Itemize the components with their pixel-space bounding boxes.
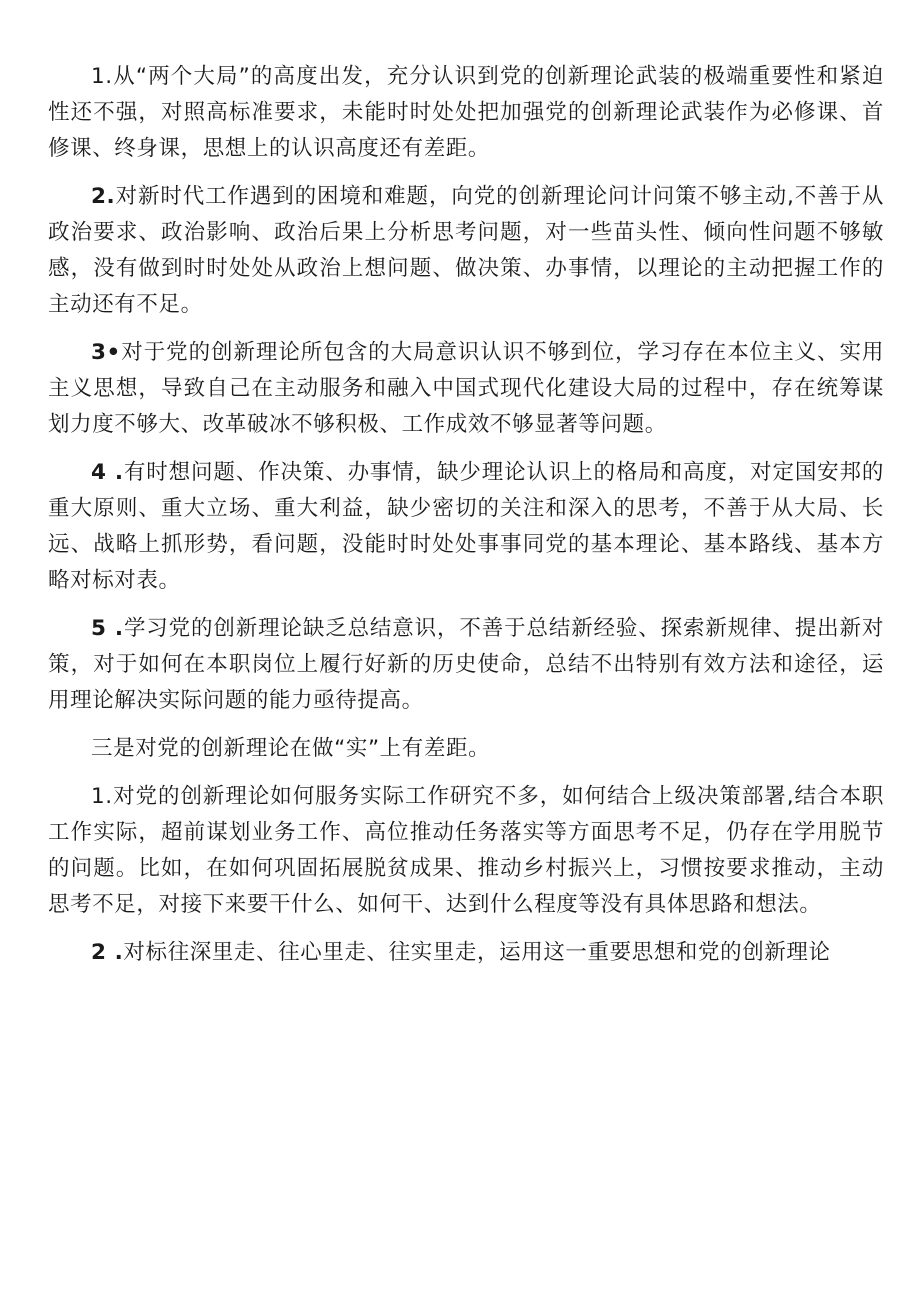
paragraph-text: 对党的创新理论如何服务实际工作研究不多，如何结合上级决策部署,结合本职工作实际，超前谋划业务工作、高位推动任务落实等方面思考不足，仍存在学用脱节的问题。比如，在如何巩固拓展脱贫成果、推动乡村振兴上，习惯按要求推动，主动思考不足，对接下来要干什么、如何干、达到什么程度等没有具体思路和想法。 <box>48 784 884 917</box>
paragraph-7 <box>48 935 884 971</box>
item-number: 2. <box>91 184 116 209</box>
paragraph-text: 有时想问题、作决策、办事情，缺少理论认识上的格局和高度，对定国安邦的重大原则、重大立场、重大利益，缺少密切的关注和深入的思考，不善于从大局、长远、战略上抓形势，看问题，没能时时处处事事同党的基本理论、基本路线、基本方略对标对表。 <box>48 460 885 593</box>
paragraph-text: 学习党的创新理论缺乏总结意识，不善于总结新经验、探索新规律、提出新对策，对于如何在本职岗位上履行好新的历史使命，总结不出特别有效方法和途径，运用理论解决实际问题的能力亟待提高。 <box>48 616 885 713</box>
paragraph-text: 从“两个大局”的高度出发，充分认识到党的创新理论武装的极端重要性和紧迫性还不强，对照高标准要求，未能时时处处把加强党的创新理论武装作为必修课、首修课、终身课，思想上的认识高度还有差距。 <box>48 64 884 161</box>
paragraph-2 <box>48 179 884 323</box>
item-number: 1. <box>91 784 113 809</box>
paragraph-1 <box>48 59 884 167</box>
item-number: 3• <box>91 340 121 365</box>
paragraph-text: 对新时代工作遇到的困境和难题，向党的创新理论问计问策不够主动,不善于从政治要求、政治影响、政治后果上分析思考问题，对一些苗头性、倾向性问题不够敏感，没有做到时时处处从政治上想问题、做决策、办事情，以理论的主动把握工作的主动还有不足。 <box>48 184 884 317</box>
paragraph-5 <box>48 611 884 719</box>
paragraph-3 <box>48 335 884 443</box>
paragraph-text: 三是对党的创新理论在做“实”上有差距。 <box>91 736 491 761</box>
paragraph-text: 对标往深里走、往心里走、往实里走，运用这一重要思想和党的创新理论 <box>123 940 831 965</box>
item-number: 4 . <box>91 460 124 485</box>
paragraph-4 <box>48 455 884 599</box>
item-number: 5 . <box>91 616 124 641</box>
item-number: 1. <box>91 64 113 89</box>
item-number: 2 . <box>91 940 124 965</box>
paragraph-text: 对于党的创新理论所包含的大局意识认识不够到位，学习存在本位主义、实用主义思想，导致自己在主动服务和融入中国式现代化建设大局的过程中，存在统筹谋划力度不够大、改革破冰不够积极、工作成效不够显著等问题。 <box>48 340 884 437</box>
paragraph-6 <box>48 779 884 923</box>
section-heading <box>48 731 884 767</box>
